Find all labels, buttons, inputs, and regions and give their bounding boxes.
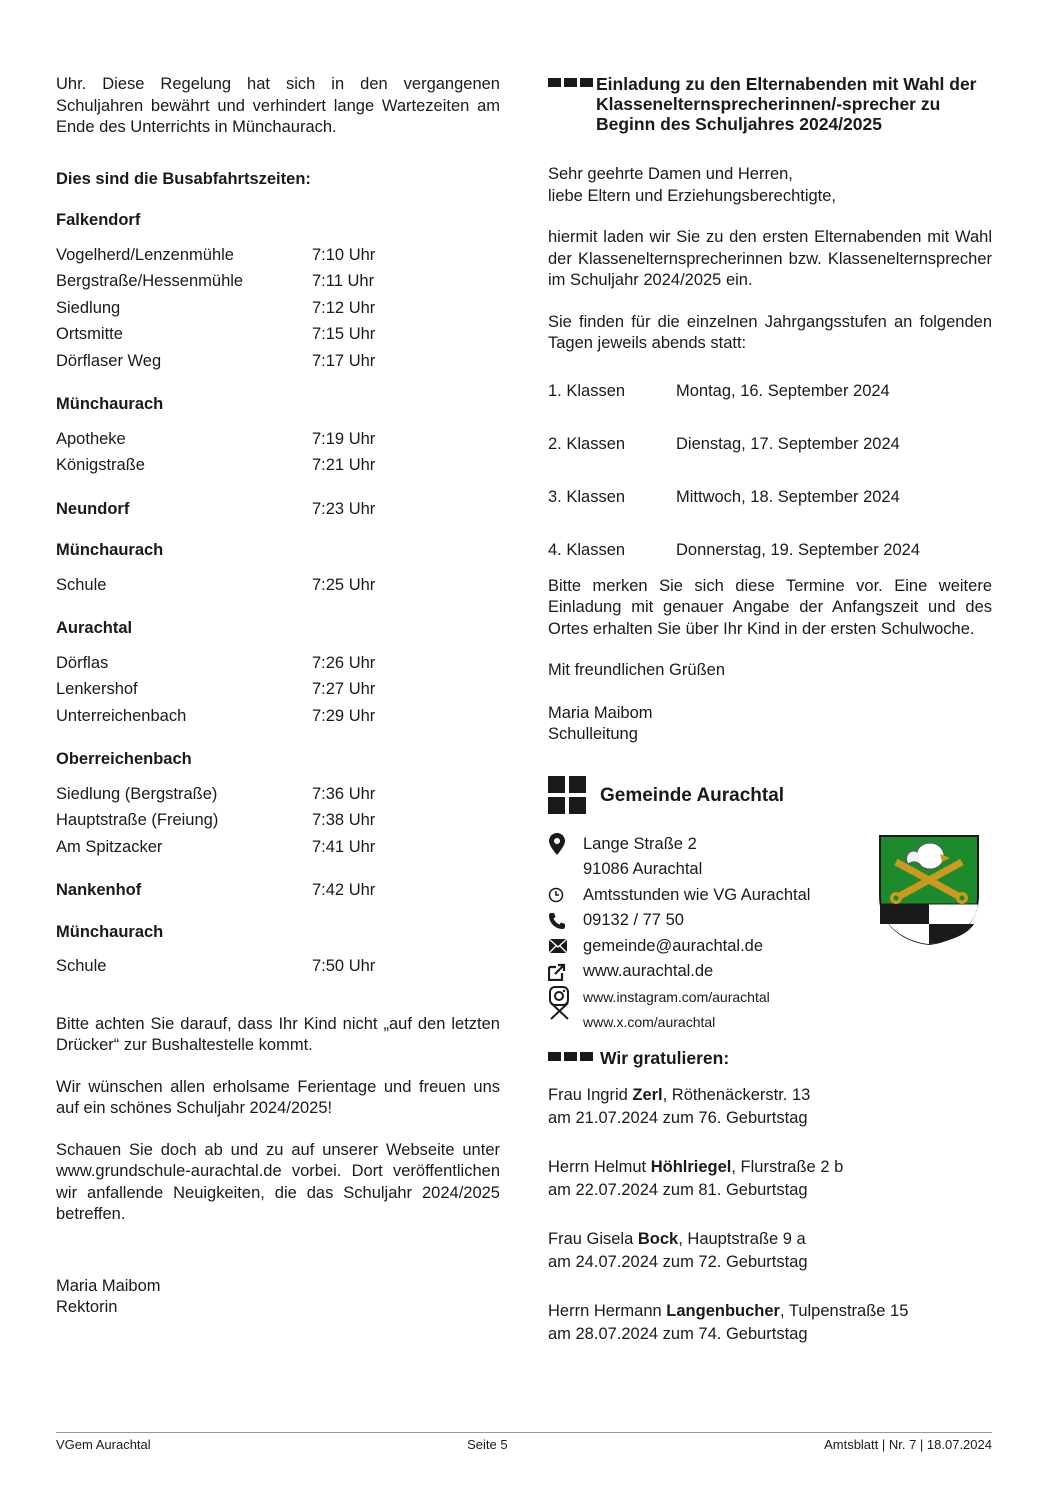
salutation-1: Sehr geehrte Damen und Herren,	[548, 165, 793, 183]
note-paragraph: Bitte merken Sie sich diese Termine vor. Eine weitere Einladung mit genauer Angabe der Anfangszeit und des Ortes erhalten Sie über Ihr Kind in der ersten Schulwoche.	[548, 576, 992, 638]
closing: Mit freundlichen Grüßen	[548, 661, 725, 679]
bus-row	[56, 953, 500, 980]
left-column	[56, 74, 500, 1319]
bus-row	[56, 703, 500, 730]
congrats-heading	[548, 1048, 992, 1068]
contact-instagram-row[interactable]	[548, 985, 992, 1011]
right-column	[548, 74, 992, 1372]
contact-email[interactable]: gemeinde@aurachtal.de	[583, 936, 764, 955]
class-label: 4. Klassen	[548, 540, 626, 559]
bus-stop: Königstraße	[56, 456, 145, 474]
bus-time: 7:10 Uhr	[312, 245, 376, 264]
bus-row	[56, 348, 500, 375]
bus-row	[56, 295, 500, 322]
bus-stop: Bergstraße/Hessenmühle	[56, 272, 244, 290]
bus-time: 7:23 Uhr	[312, 499, 376, 518]
bus-group	[56, 749, 500, 860]
bus-stop: Apotheke	[56, 429, 126, 448]
contact-x-row[interactable]	[548, 1010, 992, 1036]
contact-instagram[interactable]: www.instagram.com/aurachtal	[583, 988, 770, 1005]
invite-heading	[548, 74, 992, 134]
class-label: 1. Klassen	[548, 381, 626, 400]
bus-stop: Ortsmitte	[56, 325, 123, 343]
congrats-prefix: Frau Gisela	[548, 1229, 638, 1248]
congrats-address: , Röthenäckerstr. 13	[662, 1085, 811, 1104]
contact-city: 91086 Aurachtal	[583, 860, 703, 878]
intro-paragraph: Uhr. Diese Regelung hat sich in den vergangenen Schuljahren bewährt und verhindert lange Wartezeiten am Ende des Unterrichts in Münchaurach.	[56, 75, 500, 136]
bus-row	[56, 676, 500, 703]
section-bars-icon	[548, 74, 596, 134]
congrats-date: am 21.07.2024 zum 76. Geburtstag	[548, 1108, 808, 1127]
bus-row	[56, 834, 500, 861]
schedule-intro: Sie finden für die einzelnen Jahrgangsstufen an folgenden Tagen jeweils abends statt:	[548, 312, 992, 352]
bus-group-name: Münchaurach	[56, 541, 164, 559]
bus-group-name: Neundorf	[56, 499, 130, 518]
gemeinde-block	[548, 776, 992, 1042]
congrats-date: am 28.07.2024 zum 74. Geburtstag	[548, 1324, 808, 1343]
class-label: 3. Klassen	[548, 487, 626, 506]
clock-icon	[548, 887, 583, 903]
website-paragraph: Schauen Sie doch ab und zu auf unserer Webseite unter www.grundschule-aurachtal.de vorbei. Dort veröffentlichen wir anfallende Neuigkeiten, die das Schuljahr 2024/2025 betreffen.	[56, 1140, 500, 1223]
congrats-title: Wir gratulieren:	[600, 1047, 730, 1068]
bus-stop: Siedlung (Bergstraße)	[56, 784, 218, 803]
bus-row	[56, 572, 500, 599]
bus-row	[56, 426, 500, 453]
salutation-2: liebe Eltern und Erziehungsberechtigte,	[548, 186, 837, 205]
bus-group-name: Münchaurach	[56, 395, 164, 413]
contact-street: Lange Straße 2	[583, 834, 697, 853]
bus-time: 7:21 Uhr	[312, 456, 376, 474]
bus-time: 7:26 Uhr	[312, 653, 376, 672]
contact-web-row[interactable]	[548, 959, 992, 985]
footer-page-number: Seite 5	[467, 1437, 508, 1452]
gemeinde-title: Gemeinde Aurachtal	[600, 784, 785, 806]
class-date: Dienstag, 17. September 2024	[676, 434, 900, 453]
contact-x[interactable]: www.x.com/aurachtal	[583, 1014, 716, 1030]
bus-stop: Hauptstraße (Freiung)	[56, 811, 219, 829]
signature-role: Schulleitung	[548, 725, 638, 743]
congrats-prefix: Herrn Hermann	[548, 1301, 667, 1320]
bus-stop: Siedlung	[56, 298, 121, 317]
wishes-paragraph: Wir wünschen allen erholsame Ferientage und freuen uns auf ein schönes Schuljahr 2024/2025!	[56, 1077, 500, 1117]
bus-stop: Dörflaser Weg	[56, 351, 162, 370]
bus-stop: Vogelherd/Lenzenmühle	[56, 245, 234, 264]
bus-stop: Lenkershof	[56, 680, 138, 698]
bus-group	[56, 922, 500, 980]
congrats-surname: Zerl	[632, 1085, 663, 1104]
invite-paragraph: hiermit laden wir Sie zu den ersten Elternabenden mit Wahl der Klassenelternsprecherinnen bzw. Klassenelternsprecher im Schuljahr 2024/2025 ein.	[548, 228, 992, 289]
bus-row	[56, 268, 500, 295]
bus-time: 7:29 Uhr	[312, 706, 376, 725]
phone-icon	[548, 912, 583, 930]
signature-name: Maria Maibom	[548, 703, 653, 722]
class-date: Donnerstag, 19. September 2024	[676, 540, 920, 559]
bus-group-name: Oberreichenbach	[56, 750, 192, 768]
class-schedule	[548, 381, 992, 576]
congrats-prefix: Herrn Helmut	[548, 1157, 651, 1176]
congrats-date: am 22.07.2024 zum 81. Geburtstag	[548, 1180, 808, 1199]
bus-stop: Am Spitzacker	[56, 837, 163, 856]
congrats-entry	[548, 1084, 992, 1130]
bus-time: 7:12 Uhr	[312, 298, 376, 317]
bus-time: 7:41 Uhr	[312, 837, 376, 856]
class-label: 2. Klassen	[548, 434, 626, 453]
bus-time: 7:15 Uhr	[312, 325, 376, 343]
bus-time: 7:19 Uhr	[312, 429, 376, 448]
footer-issue: Amtsblatt | Nr. 7 | 18.07.2024	[824, 1437, 992, 1452]
bus-stop: Schule	[56, 575, 107, 594]
bus-time: 7:27 Uhr	[312, 680, 376, 698]
signature-name: Maria Maibom	[56, 1276, 161, 1295]
coat-of-arms-logo	[878, 834, 980, 946]
congrats-address: , Hauptstraße 9 a	[678, 1229, 806, 1248]
class-row	[548, 487, 992, 540]
bus-time: 7:25 Uhr	[312, 575, 376, 594]
bus-group-name: Aurachtal	[56, 619, 133, 637]
class-row	[548, 381, 992, 434]
bus-row	[56, 650, 500, 677]
bus-group-name: Nankenhof	[56, 881, 142, 899]
bus-row	[56, 781, 500, 808]
contact-phone: 09132 / 77 50	[583, 911, 684, 929]
bus-group	[56, 618, 500, 729]
bus-row	[56, 321, 500, 348]
class-row	[548, 540, 992, 576]
bus-time: 7:42 Uhr	[312, 881, 376, 899]
bus-row	[56, 242, 500, 269]
bus-group-name: Münchaurach	[56, 922, 164, 941]
bus-row	[56, 807, 500, 834]
congrats-prefix: Frau Ingrid	[548, 1085, 633, 1104]
section-bars-icon	[548, 1048, 600, 1068]
class-row	[548, 434, 992, 487]
class-date: Montag, 16. September 2024	[676, 381, 890, 400]
congrats-entry	[548, 1300, 992, 1346]
gemeinde-heading	[548, 776, 992, 816]
bus-group	[56, 880, 500, 902]
invite-title: Einladung zu den Elternabenden mit Wahl der Klassenelternsprecherinnen/-sprecher zu Beginn des Schuljahres 2024/2025	[596, 74, 977, 134]
bus-stop: Dörflas	[56, 653, 109, 672]
contact-web[interactable]: www.aurachtal.de	[583, 962, 714, 980]
location-pin-icon	[548, 833, 583, 855]
class-date: Mittwoch, 18. September 2024	[676, 487, 900, 506]
congrats-entry	[548, 1228, 992, 1274]
congrats-surname: Höhlriegel	[650, 1157, 732, 1176]
bus-time: 7:36 Uhr	[312, 784, 376, 803]
bus-group	[56, 394, 500, 479]
envelope-icon	[548, 938, 583, 954]
congrats-entry	[548, 1156, 992, 1202]
congrats-date: am 24.07.2024 zum 72. Geburtstag	[548, 1252, 808, 1271]
congrats-list	[548, 1084, 992, 1346]
bus-time: 7:17 Uhr	[312, 351, 376, 370]
bus-group	[56, 210, 500, 374]
bus-times-title: Dies sind die Busabfahrtszeiten:	[56, 169, 311, 188]
gemeinde-logo-icon	[548, 776, 588, 816]
page-footer	[56, 1432, 992, 1452]
footer-publisher: VGem Aurachtal	[56, 1437, 151, 1452]
bus-time: 7:38 Uhr	[312, 811, 376, 829]
bus-time: 7:11 Uhr	[312, 272, 375, 290]
bus-row	[56, 452, 500, 479]
congrats-surname: Bock	[637, 1229, 679, 1248]
bus-time: 7:50 Uhr	[312, 957, 376, 975]
congrats-surname: Langenbucher	[666, 1301, 780, 1320]
external-link-icon	[548, 963, 583, 981]
signature-role: Rektorin	[56, 1298, 118, 1316]
congrats-address: , Flurstraße 2 b	[731, 1157, 844, 1176]
bus-stop: Unterreichenbach	[56, 706, 187, 725]
bus-group-name: Falkendorf	[56, 211, 141, 229]
bus-group	[56, 540, 500, 598]
contact-hours: Amtsstunden wie VG Aurachtal	[583, 885, 811, 904]
instagram-x-icon	[548, 980, 583, 1014]
reminder-paragraph: Bitte achten Sie darauf, dass Ihr Kind nicht „auf den letzten Drücker“ zur Bushaltestelle kommt.	[56, 1014, 500, 1054]
bus-group	[56, 499, 500, 521]
congrats-address: , Tulpenstraße 15	[779, 1301, 909, 1320]
bus-stop: Schule	[56, 957, 107, 975]
